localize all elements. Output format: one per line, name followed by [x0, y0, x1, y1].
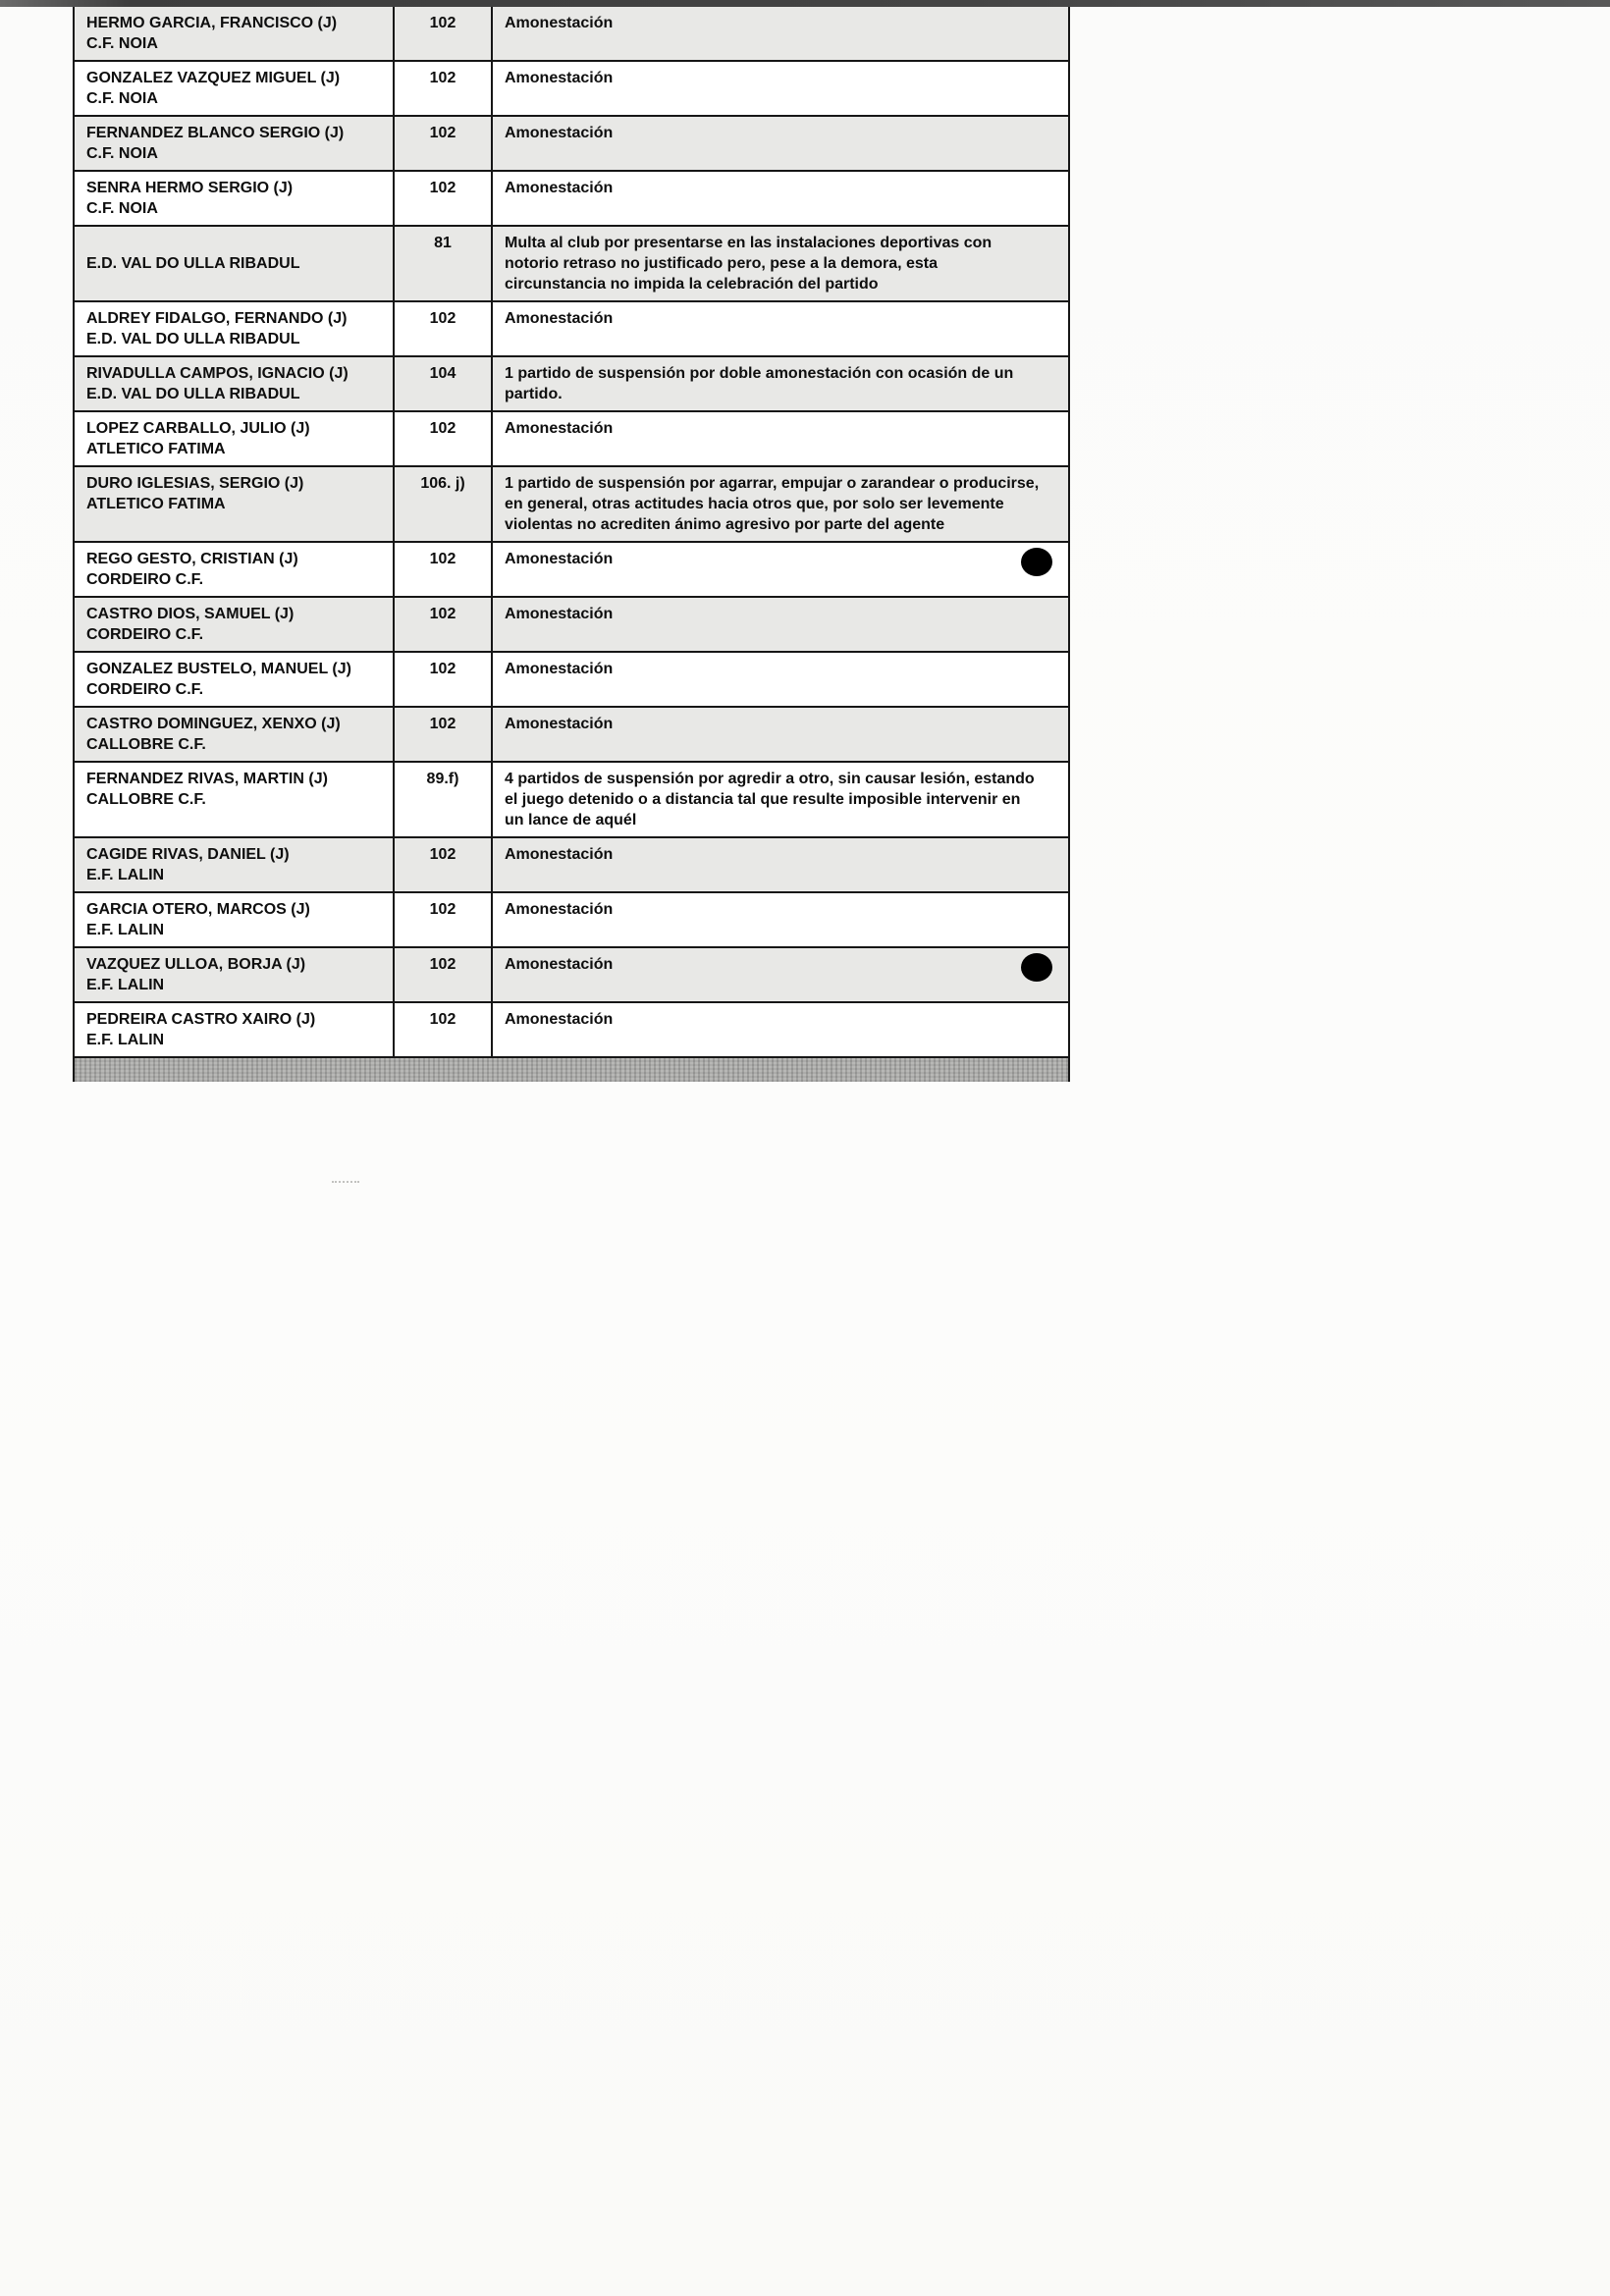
sanction-text: Amonestación	[505, 956, 614, 973]
article-number: 102	[395, 1003, 493, 1056]
player-name: GONZALEZ BUSTELO, MANUEL (J)	[86, 661, 351, 677]
sanction-cell	[493, 1003, 1068, 1056]
sanction-cell	[493, 172, 1068, 225]
table-row	[75, 708, 1068, 763]
ink-dot-mark	[1021, 548, 1052, 576]
sanction-text: 1 partido de suspensión por agarrar, empujar o zarandear o producirse, en general, otras actitudes hacia otros que, por solo ser levemente violentas no acrediten ánimo agresivo por parte del agente	[505, 475, 1040, 533]
table-row	[75, 467, 1068, 543]
table-row	[75, 893, 1068, 948]
article-number: 102	[395, 117, 493, 170]
sanction-text: 1 partido de suspensión por doble amonestación con ocasión de un partido.	[505, 365, 1014, 402]
table-row	[75, 598, 1068, 653]
sanction-cell	[493, 763, 1068, 836]
sanction-cell	[493, 357, 1068, 410]
player-name: REGO GESTO, CRISTIAN (J)	[86, 551, 298, 567]
sanctions-table	[73, 7, 1070, 1082]
article-number: 102	[395, 62, 493, 115]
table-row	[75, 62, 1068, 117]
rows-host	[75, 7, 1068, 1058]
player-cell	[75, 893, 395, 946]
article-number: 102	[395, 838, 493, 891]
table-row	[75, 1003, 1068, 1058]
player-name: PEDREIRA CASTRO XAIRO (J)	[86, 1011, 316, 1028]
club-name: C.F. NOIA	[86, 200, 158, 217]
sanction-text: Amonestación	[505, 70, 614, 86]
club-name: E.F. LALIN	[86, 1032, 165, 1048]
sanction-text: Amonestación	[505, 310, 614, 327]
player-name: E.D. VAL DO ULLA RIBADUL	[86, 255, 300, 272]
table-row	[75, 763, 1068, 838]
sanction-text: Amonestación	[505, 551, 614, 567]
player-name: FERNANDEZ RIVAS, MARTIN (J)	[86, 771, 328, 787]
sanction-cell	[493, 543, 1068, 596]
player-cell	[75, 467, 395, 541]
article-number: 104	[395, 357, 493, 410]
article-number: 102	[395, 708, 493, 761]
player-name: LOPEZ CARBALLO, JULIO (J)	[86, 420, 310, 437]
sanction-cell	[493, 117, 1068, 170]
sanction-cell	[493, 412, 1068, 465]
club-name: C.F. NOIA	[86, 90, 158, 107]
sanction-cell	[493, 227, 1068, 300]
article-number: 102	[395, 7, 493, 60]
scan-artifact-top-strip	[0, 0, 1610, 7]
sanction-text: Amonestación	[505, 420, 614, 437]
player-cell	[75, 653, 395, 706]
sanction-cell	[493, 948, 1068, 1001]
sanction-text: Amonestación	[505, 846, 614, 863]
sanction-text: Amonestación	[505, 125, 614, 141]
player-cell	[75, 172, 395, 225]
sanction-text: Amonestación	[505, 1011, 614, 1028]
player-name: GONZALEZ VAZQUEZ MIGUEL (J)	[86, 70, 341, 86]
article-number: 81	[395, 227, 493, 300]
club-name: ATLETICO FATIMA	[86, 441, 226, 457]
club-name: CORDEIRO C.F.	[86, 626, 204, 643]
sanction-cell	[493, 7, 1068, 60]
sanction-text: Amonestación	[505, 716, 614, 732]
sanction-text: Amonestación	[505, 180, 614, 196]
club-name: C.F. NOIA	[86, 35, 158, 52]
article-number: 102	[395, 412, 493, 465]
article-number: 102	[395, 302, 493, 355]
article-number: 102	[395, 543, 493, 596]
player-name: CASTRO DOMINGUEZ, XENXO (J)	[86, 716, 341, 732]
table-row	[75, 172, 1068, 227]
player-cell	[75, 412, 395, 465]
sanction-cell	[493, 62, 1068, 115]
sanction-cell	[493, 893, 1068, 946]
article-number: 102	[395, 948, 493, 1001]
table-row	[75, 543, 1068, 598]
club-name: E.F. LALIN	[86, 977, 165, 993]
article-number: 102	[395, 172, 493, 225]
club-name: CALLOBRE C.F.	[86, 791, 206, 808]
player-name: CASTRO DIOS, SAMUEL (J)	[86, 606, 295, 622]
club-name: E.D. VAL DO ULLA RIBADUL	[86, 386, 300, 402]
article-number: 102	[395, 598, 493, 651]
player-cell	[75, 227, 395, 300]
player-cell	[75, 763, 395, 836]
player-cell	[75, 598, 395, 651]
player-name: RIVADULLA CAMPOS, IGNACIO (J)	[86, 365, 349, 382]
player-name: CAGIDE RIVAS, DANIEL (J)	[86, 846, 290, 863]
player-name: FERNANDEZ BLANCO SERGIO (J)	[86, 125, 345, 141]
article-number: 106. j)	[395, 467, 493, 541]
club-name: CORDEIRO C.F.	[86, 571, 204, 588]
table-row	[75, 7, 1068, 62]
player-cell	[75, 357, 395, 410]
table-footer-bar	[75, 1058, 1068, 1082]
player-cell	[75, 7, 395, 60]
table-row	[75, 357, 1068, 412]
player-cell	[75, 302, 395, 355]
table-row	[75, 117, 1068, 172]
player-cell	[75, 117, 395, 170]
sanction-cell	[493, 467, 1068, 541]
sanction-text: Amonestación	[505, 661, 614, 677]
sanction-text: 4 partidos de suspensión por agredir a otro, sin causar lesión, estando el juego detenido o a distancia tal que resulte imposible intervenir en un lance de aquél	[505, 771, 1035, 828]
sanction-cell	[493, 838, 1068, 891]
table-row	[75, 302, 1068, 357]
article-number: 102	[395, 893, 493, 946]
club-name: E.F. LALIN	[86, 922, 165, 938]
club-name: CALLOBRE C.F.	[86, 736, 206, 753]
player-name: SENRA HERMO SERGIO (J)	[86, 180, 294, 196]
player-name: GARCIA OTERO, MARCOS (J)	[86, 901, 310, 918]
player-cell	[75, 543, 395, 596]
player-name: VAZQUEZ ULLOA, BORJA (J)	[86, 956, 306, 973]
sanction-cell	[493, 653, 1068, 706]
table-row	[75, 948, 1068, 1003]
ink-dot-mark	[1021, 953, 1052, 982]
player-cell	[75, 838, 395, 891]
player-cell	[75, 1003, 395, 1056]
article-number: 89.f)	[395, 763, 493, 836]
player-cell	[75, 62, 395, 115]
player-name: DURO IGLESIAS, SERGIO (J)	[86, 475, 304, 492]
sanction-text: Amonestación	[505, 901, 614, 918]
sanction-cell	[493, 708, 1068, 761]
article-number: 102	[395, 653, 493, 706]
table-row	[75, 838, 1068, 893]
sanction-text: Multa al club por presentarse en las instalaciones deportivas con notorio retraso no justificado pero, pese a la demora, esta circunstancia no impida la celebración del partido	[505, 235, 993, 293]
sanction-cell	[493, 598, 1068, 651]
scan-smudge-mark	[332, 1181, 359, 1183]
club-name: E.D. VAL DO ULLA RIBADUL	[86, 331, 300, 347]
player-name: HERMO GARCIA, FRANCISCO (J)	[86, 15, 338, 31]
table-row	[75, 227, 1068, 302]
sanction-cell	[493, 302, 1068, 355]
club-name: E.F. LALIN	[86, 867, 165, 883]
player-cell	[75, 708, 395, 761]
sanction-text: Amonestación	[505, 15, 614, 31]
club-name: CORDEIRO C.F.	[86, 681, 204, 698]
club-name: ATLETICO FATIMA	[86, 496, 226, 512]
club-name: C.F. NOIA	[86, 145, 158, 162]
player-cell	[75, 948, 395, 1001]
player-name: ALDREY FIDALGO, FERNANDO (J)	[86, 310, 348, 327]
sanction-text: Amonestación	[505, 606, 614, 622]
table-row	[75, 412, 1068, 467]
table-row	[75, 653, 1068, 708]
